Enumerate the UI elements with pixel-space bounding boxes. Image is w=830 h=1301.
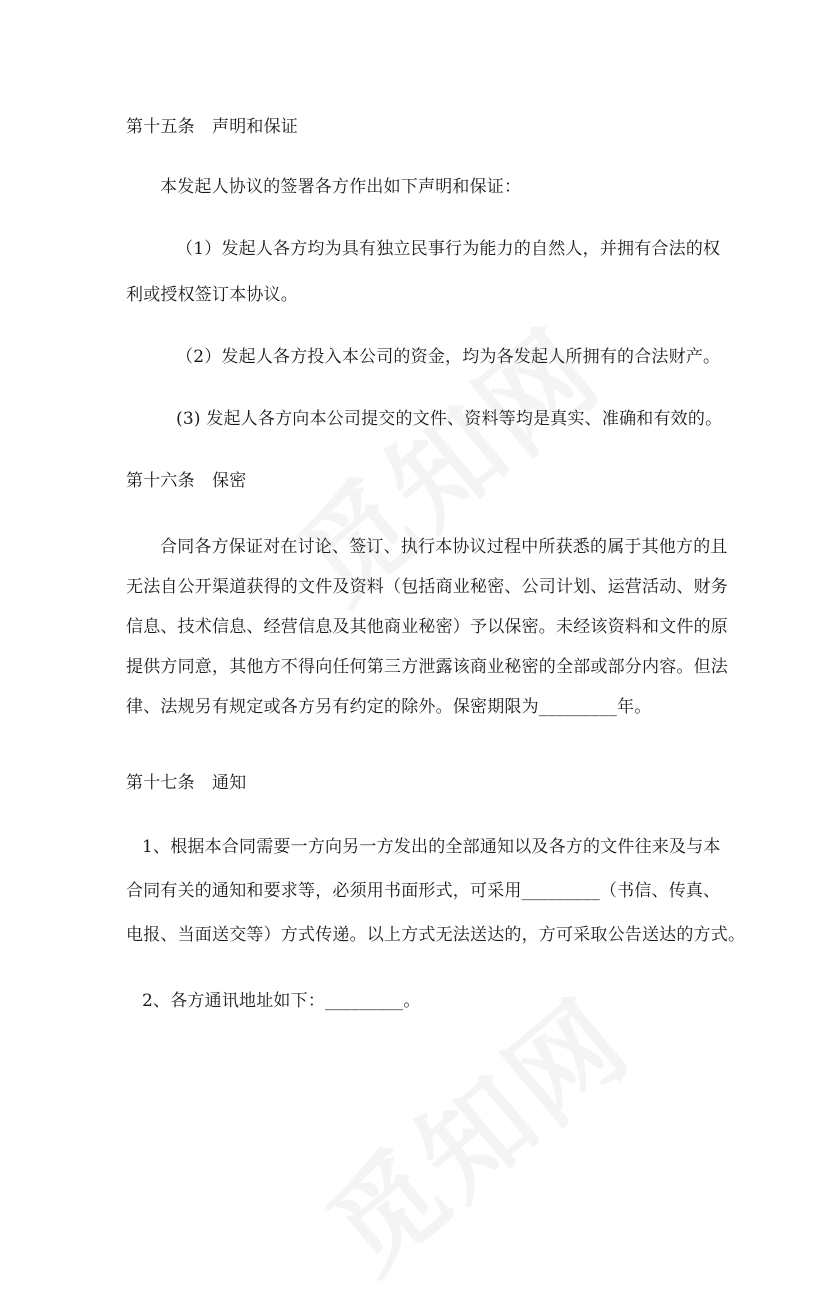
article-16-line3: 信息、技术信息、经营信息及其他商业秘密）予以保密。未经该资料和文件的原	[126, 617, 728, 637]
article-15-item2: （2）发起人各方投入本公司的资金，均为各发起人所拥有的合法财产。	[176, 347, 721, 367]
article-16-line5: 律、法规另有规定或各方另有约定的除外。保密期限为_________年。	[126, 697, 652, 717]
article-15-heading: 第十五条 声明和保证	[126, 117, 298, 137]
article-17-item1-line2: 合同有关的通知和要求等，必须用书面形式，可采用_________（书信、传真、	[126, 881, 721, 901]
article-15-item3: (3) 发起人各方向本公司提交的文件、资料等均是真实、准确和有效的。	[176, 409, 723, 429]
article-17-item1-line3: 电报、当面送交等）方式传递。以上方式无法送达的，方可采取公告送达的方式。	[126, 925, 746, 945]
article-16-line1: 合同各方保证对在讨论、签订、执行本协议过程中所获悉的属于其他方的且	[160, 537, 728, 557]
article-17-item1-line1: 1、根据本合同需要一方向另一方发出的全部通知以及各方的文件往来及与本	[142, 837, 721, 857]
article-17-heading: 第十七条 通知	[126, 773, 247, 793]
article-15-intro: 本发起人协议的签署各方作出如下声明和保证：	[160, 177, 522, 197]
article-16-line2: 无法自公开渠道获得的文件及资料（包括商业秘密、公司计划、运营活动、财务	[126, 577, 728, 597]
article-16-line4: 提供方同意，其他方不得向任何第三方泄露该商业秘密的全部或部分内容。但法	[126, 657, 728, 677]
article-15-item1-line1: （1）发起人各方均为具有独立民事行为能力的自然人，并拥有合法的权	[176, 239, 721, 259]
article-15-item1-line2: 利或授权签订本协议。	[126, 285, 298, 305]
article-17-item2: 2、各方通讯地址如下：_________。	[142, 991, 421, 1011]
article-16-heading: 第十六条 保密	[126, 471, 247, 491]
